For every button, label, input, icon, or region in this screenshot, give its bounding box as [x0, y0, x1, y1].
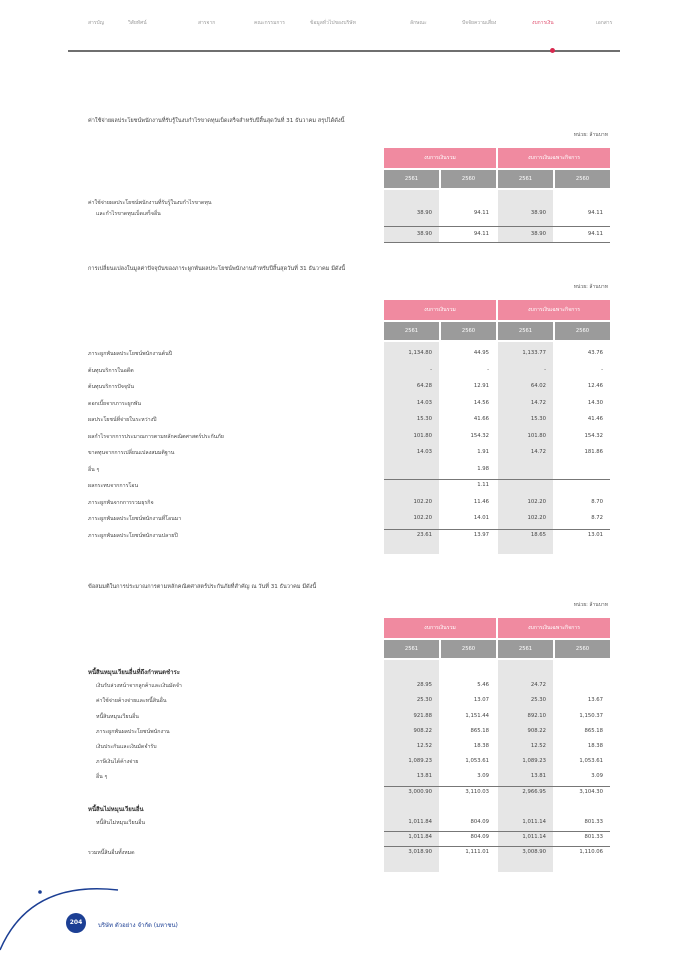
row-label: ต้นทุนบริการปัจจุบัน	[88, 384, 134, 390]
cell: 2,966.95	[522, 788, 546, 795]
section-2-caption: การเปลี่ยนแปลงในมูลค่าปัจจุบันของภาระผูกพันผลประโยชน์พนักงานสำหรับปีสิ้นสุดวันที่ 31 ธันวาคม มีดังนี้	[88, 266, 346, 272]
cell: 1,011.84	[408, 834, 432, 841]
group-header-separate: งบการเงินเฉพาะกิจการ	[498, 300, 610, 320]
cell: 1,133.77	[522, 350, 546, 356]
cell: 25.30	[416, 697, 432, 704]
cell: 13.67	[587, 697, 603, 704]
cell: 1,011.14	[522, 819, 546, 825]
cell: 892.10	[527, 712, 546, 719]
cell: 38.90	[530, 210, 546, 216]
row-label: ภาระผูกพันผลประโยชน์พนักงานที่โอนมา	[88, 516, 182, 522]
cell: 5.46	[477, 682, 489, 689]
cell: 801.33	[584, 819, 603, 825]
cell: 102.20	[527, 515, 546, 521]
cell: 102.20	[413, 498, 432, 505]
section-3-caption: ข้อสมมติในการประมาณการตามหลักคณิตศาสตร์ประกันภัยที่สำคัญ ณ วันที่ 31 ธันวาคม มีดังนี้	[88, 584, 317, 590]
nav-item[interactable]: สารจาก	[198, 20, 216, 26]
group-header-consolidated: งบการเงินรวม	[384, 300, 496, 320]
cell: 25.30	[530, 697, 546, 704]
section-2-unit: หน่วย: ล้านบาท	[573, 284, 608, 290]
cell: 804.09	[470, 834, 489, 841]
double-rule	[384, 242, 610, 243]
cell: 44.95	[473, 350, 489, 356]
cell: 13.81	[416, 773, 432, 780]
cell: 14.03	[416, 399, 432, 406]
group-header-separate: งบการเงินเฉพาะกิจการ	[498, 618, 610, 638]
cell: 3,110.03	[465, 788, 489, 795]
cell: 13.97	[473, 531, 489, 538]
nav-item[interactable]: สารบัญ	[88, 20, 104, 26]
nav-item[interactable]: วิสัยทัศน์	[128, 20, 147, 26]
cell: 801.33	[584, 834, 603, 841]
row-label: ภาระผูกพันจากการรวมธุรกิจ	[88, 499, 154, 506]
row-label: อื่น ๆ	[96, 774, 108, 781]
nav-divider	[68, 50, 620, 52]
row-label: เงินประกันและเงินมัดจำรับ	[96, 744, 157, 750]
nav-item[interactable]: เอกสาร	[596, 20, 613, 26]
cell: 3,000.90	[408, 788, 432, 795]
cell: 12.52	[416, 743, 432, 749]
top-navigation	[88, 20, 618, 42]
cell: 1,089.23	[522, 758, 546, 765]
row-label: หนี้สินไม่หมุนเวียนอื่น	[96, 820, 146, 826]
row-label: รวมหนี้สินอื่นทั้งหมด	[88, 850, 135, 857]
cell: 12.52	[530, 743, 546, 749]
cell: 8.72	[591, 515, 603, 521]
row-label: ภาระผูกพันผลประโยชน์พนักงาน	[96, 728, 170, 735]
cell: 3.09	[477, 773, 489, 780]
cell: 102.20	[413, 515, 432, 521]
cell: 18.38	[473, 743, 489, 749]
cell: 1,053.61	[465, 758, 489, 765]
cell: 43.76	[587, 350, 603, 356]
year-header: 2560	[441, 640, 496, 658]
cell: 41.66	[473, 416, 489, 422]
cell: 3.09	[591, 773, 603, 780]
cell: 908.22	[527, 727, 546, 734]
cell: 1,011.84	[408, 819, 432, 825]
cell: 1,053.61	[579, 758, 603, 765]
cell: 14.03	[416, 449, 432, 455]
nav-item[interactable]: ลักษณะ	[410, 20, 427, 26]
row-group-heading: หนี้สินหมุนเวียนอื่นที่ถึงกำหนดชำระ	[88, 669, 180, 676]
section-1-caption: ค่าใช้จ่ายผลประโยชน์พนักงานที่รับรู้ในงบกำไรขาดทุนเบ็ดเสร็จสำหรับปีสิ้นสุดวันที่ 31 ธันวาคม สรุปได้ดังนี้	[88, 118, 345, 124]
row-label: ต้นทุนบริการในอดีต	[88, 367, 134, 374]
cell: -	[487, 366, 489, 373]
cell: 1,011.14	[522, 834, 546, 841]
nav-item[interactable]: คณะกรรมการ	[254, 20, 285, 26]
cell: 11.46	[473, 498, 489, 505]
cell: 181.86	[584, 449, 603, 455]
group-header-consolidated: งบการเงินรวม	[384, 618, 496, 638]
cell: 865.18	[470, 727, 489, 734]
cell: 14.72	[530, 449, 546, 455]
year-header: 2561	[384, 322, 439, 340]
row-label: ค่าใช้จ่ายค้างจ่ายและหนี้สินอื่น	[96, 698, 167, 705]
year-header: 2560	[441, 322, 496, 340]
row-label: ผลกระทบจากการโอน	[88, 483, 139, 489]
total-rule	[384, 529, 610, 530]
year-header: 2561	[498, 170, 553, 188]
nav-item[interactable]: ข้อมูลทั่วไปของบริษัท	[310, 20, 356, 26]
year-header: 2560	[555, 640, 610, 658]
cell: 865.18	[584, 727, 603, 734]
year-header: 2561	[498, 322, 553, 340]
nav-item-active[interactable]: งบการเงิน	[532, 20, 554, 26]
cell: 14.01	[473, 515, 489, 521]
cell: 1.98	[477, 465, 489, 472]
row-label: ภาระผูกพันผลประโยชน์พนักงานปลายปี	[88, 532, 178, 539]
cell: 1,134.80	[408, 350, 432, 356]
row-label: และกำไรขาดทุนเบ็ดเสร็จอื่น	[96, 211, 161, 217]
row-label: ผลกำไรจากการประมาณการตามหลักคณิตศาสตร์ประกันภัย	[88, 433, 224, 440]
cell: 8.70	[591, 498, 603, 505]
total-rule	[384, 226, 610, 227]
nav-active-indicator	[550, 48, 555, 53]
cell: 908.22	[413, 727, 432, 734]
year-header: 2561	[498, 640, 553, 658]
cell: -	[601, 366, 603, 373]
cell: 18.65	[530, 531, 546, 538]
section-3-unit: หน่วย: ล้านบาท	[573, 602, 608, 608]
row-label: ค่าใช้จ่ายผลประโยชน์พนักงานที่รับรู้ในงบกำไรขาดทุน	[88, 200, 212, 206]
cell: 3,008.90	[522, 849, 546, 856]
cell: 12.91	[473, 383, 489, 389]
cell: 1.11	[477, 482, 489, 488]
row-label: ภาษีเงินได้ค้างจ่าย	[96, 759, 139, 766]
row-label: ขาดทุนจากการเปลี่ยนแปลงสมมติฐาน	[88, 450, 175, 456]
cell: 38.90	[416, 210, 432, 216]
column-shade	[498, 660, 553, 872]
cell: 101.80	[413, 432, 432, 439]
total-rule	[384, 479, 610, 480]
cell: 38.90	[530, 231, 546, 237]
cell: 13.81	[530, 773, 546, 780]
cell: 921.88	[413, 712, 432, 719]
cell: -	[544, 366, 546, 373]
cell: 23.61	[416, 531, 432, 538]
cell: 15.30	[530, 416, 546, 422]
year-header: 2560	[441, 170, 496, 188]
cell: 13.01	[587, 531, 603, 538]
cell: 13.07	[473, 697, 489, 704]
row-label: หนี้สินหมุนเวียนอื่น	[96, 713, 139, 720]
page-number-badge: 204	[66, 913, 86, 933]
cell: 1,111.01	[465, 849, 489, 856]
cell: -	[430, 366, 432, 373]
year-header: 2561	[384, 170, 439, 188]
cell: 94.11	[587, 210, 603, 216]
cell: 3,104.30	[579, 788, 603, 795]
cell: 24.72	[530, 682, 546, 689]
row-group-heading: หนี้สินไม่หมุนเวียนอื่น	[88, 805, 144, 813]
nav-item[interactable]: ปัจจัยความเสี่ยง	[462, 20, 497, 26]
cell: 94.11	[473, 210, 489, 216]
row-label: ภาระผูกพันผลประโยชน์พนักงานต้นปี	[88, 351, 173, 357]
cell: 14.56	[473, 399, 489, 406]
cell: 804.09	[470, 819, 489, 825]
row-label: อื่น ๆ	[88, 466, 100, 473]
cell: 38.90	[416, 231, 432, 237]
column-shade	[498, 342, 553, 554]
cell: 14.30	[587, 399, 603, 406]
cell: 1,089.23	[408, 758, 432, 765]
cell: 101.80	[527, 432, 546, 439]
column-shade	[384, 660, 439, 872]
footer-arc-decoration	[0, 860, 120, 962]
cell: 18.38	[587, 743, 603, 749]
group-header-consolidated: งบการเงินรวม	[384, 148, 496, 168]
cell: 12.46	[587, 383, 603, 389]
total-rule	[384, 831, 610, 832]
column-shade	[384, 342, 439, 554]
cell: 94.11	[473, 231, 489, 237]
total-rule	[384, 846, 610, 847]
total-rule	[384, 786, 610, 787]
cell: 1.91	[477, 449, 489, 455]
group-header-separate: งบการเงินเฉพาะกิจการ	[498, 148, 610, 168]
row-label: เงินรับล่วงหน้าจากลูกค้าและเงินมัดจำ	[96, 683, 182, 690]
cell: 41.46	[587, 416, 603, 422]
cell: 154.32	[584, 432, 603, 439]
year-header: 2561	[384, 640, 439, 658]
cell: 3,018.90	[408, 849, 432, 856]
cell: 94.11	[587, 231, 603, 237]
row-label: ผลประโยชน์ที่จ่ายในระหว่างปี	[88, 417, 157, 423]
cell: 1,110.06	[579, 849, 603, 856]
cell: 15.30	[416, 416, 432, 422]
footer-company-name: บริษัท ตัวอย่าง จำกัด (มหาชน)	[98, 922, 178, 929]
cell: 102.20	[527, 498, 546, 505]
cell: 1,150.37	[579, 712, 603, 719]
cell: 64.28	[416, 383, 432, 389]
row-label: ดอกเบี้ยจากภาระผูกพัน	[88, 400, 141, 407]
cell: 1,151.44	[465, 712, 489, 719]
section-1-unit: หน่วย: ล้านบาท	[573, 132, 608, 138]
year-header: 2560	[555, 170, 610, 188]
cell: 28.95	[416, 682, 432, 689]
cell: 14.72	[530, 399, 546, 406]
cell: 64.02	[530, 383, 546, 389]
cell: 154.32	[470, 432, 489, 439]
year-header: 2560	[555, 322, 610, 340]
